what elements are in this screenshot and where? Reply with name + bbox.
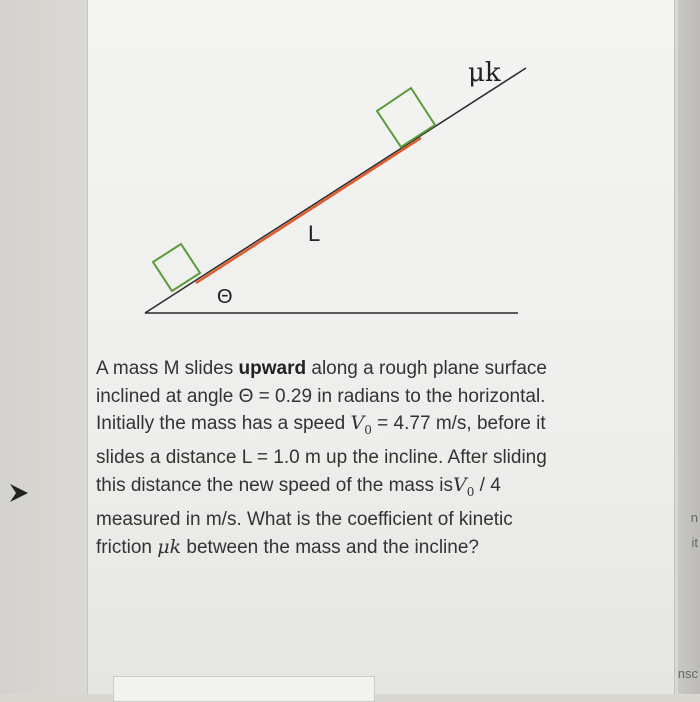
problem-text-part: = 0.29 in radians to the horizontal. Initially the mass has a speed [96,385,546,434]
v0-symbol [350,412,372,437]
mass-box-end [377,88,435,147]
angle-label: Θ [217,286,233,308]
v0-letter: V [350,412,365,434]
v0-letter: V [452,473,467,496]
v0-subscript: 0 [466,484,475,499]
problem-text-part: = 4.77 m/s, before it slides a distance L = 1.0 m up the incline. After sliding this distance the new speed of the mass is [96,413,547,496]
edge-text-fragment: it [691,535,698,550]
theta-symbol: Θ [238,385,254,407]
answer-input[interactable] [113,676,375,702]
problem-text-part: between the mass and the incline? [181,536,479,558]
mouse-cursor-icon [8,482,30,509]
problem-text-part: A mass M slides [96,358,239,379]
distance-path-line [196,138,421,283]
question-card [87,0,675,694]
problem-text-part: along a rough plane surface inclined at angle [96,358,547,407]
incline-diagram [88,0,674,340]
emphasis-upward: upward [238,358,307,379]
edge-text-fragment: nsc [677,666,698,681]
v0-symbol-second [452,473,475,499]
problem-text-part: / 4 measured in m/s. What is the coefficient of kinetic friction [96,474,513,558]
problem-text [96,355,566,561]
edge-text-fragment: n [690,510,698,525]
mu-k-label: μk [468,58,501,88]
length-label: L [308,221,321,246]
mass-box-start [153,244,200,291]
v0-subscript: 0 [364,422,372,437]
incline-line [145,68,526,313]
screen-background-left [0,0,90,694]
screen-background-right [678,0,700,694]
mu-k-symbol: μk [157,535,182,558]
